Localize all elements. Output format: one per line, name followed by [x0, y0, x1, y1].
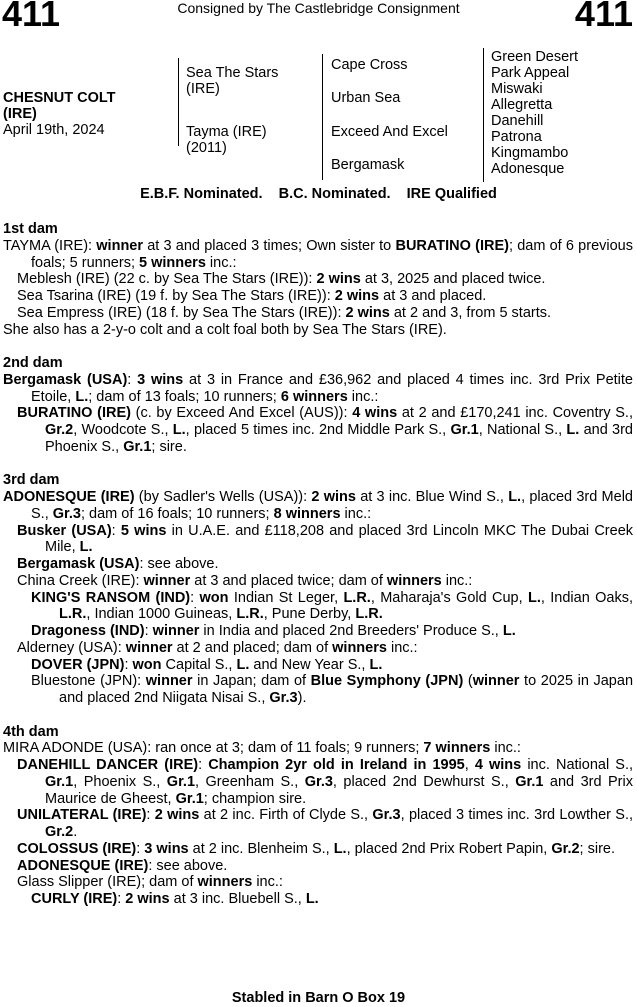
pedigree-dam	[186, 124, 267, 156]
pedigree-ddd: Adonesque	[491, 161, 565, 177]
dam-entry: TAYMA (IRE): winner at 3 and placed 3 times; Own sister to BURATINO (IRE); dam of 6 previous foals; 5 runners; 5 winners inc.:	[3, 237, 633, 271]
produce-entry: Sea Empress (IRE) (18 f. by Sea The Stars (IRE)): 2 wins at 2 and 3, from 5 starts.	[17, 304, 552, 321]
section-heading: 2nd dam	[3, 355, 63, 371]
horse-country: (IRE)	[3, 106, 37, 122]
produce-entry: China Creek (IRE): winner at 3 and placed twice; dam of winners inc.:	[17, 572, 473, 589]
ire-qualified: IRE Qualified	[406, 186, 497, 202]
produce-entry: Sea Tsarina (IRE) (19 f. by Sea The Stars (IRE)): 2 wins at 3 and placed.	[17, 288, 487, 304]
pedigree-divider	[483, 48, 484, 182]
produce-entry: Bluestone (JPN): winner in Japan; dam of Blue Symphony (JPN) (winner to 2025 in Japan and placed 2nd Niigata Nisai S., Gr.3).	[31, 673, 634, 706]
pedigree-gen3	[491, 49, 578, 177]
catalogue-body	[3, 221, 633, 908]
pedigree-dds: Kingmambo	[491, 145, 569, 161]
sire-country: (IRE)	[186, 81, 220, 97]
produce-entry: UNILATERAL (IRE): 2 wins at 2 inc. Firth of Clyde S., Gr.3, placed 3 times inc. 3rd Lowther S., Gr.2.	[17, 807, 634, 840]
produce-entry: Meblesh (IRE) (22 c. by Sea The Stars (IRE)): 2 wins at 3, 2025 and placed twice.	[17, 271, 546, 288]
sire-name: Sea The Stars	[186, 65, 279, 81]
produce-entry: KING'S RANSOM (IND): won Indian St Leger, L.R., Maharaja's Gold Cup, L., Indian Oaks, L.R., Indian 1000 Guineas, L.R., Pune Derby, L.R.	[31, 589, 633, 623]
pedigree-sds: Miswaki	[491, 81, 543, 97]
dam-entry: ADONESQUE (IRE) (by Sadler's Wells (USA)): 2 wins at 3 inc. Blue Wind S., L., placed 3rd Meld S., Gr.3; dam of 16 foals; 10 runners; 8 winners inc.:	[3, 489, 633, 522]
pedigree-dss: Danehill	[491, 113, 544, 129]
lot-number-left: 411	[2, 0, 61, 34]
horse-description	[3, 90, 116, 138]
dam-entry: MIRA ADONDE (USA): ran once at 3; dam of 11 foals; 9 runners; 7 winners inc.:	[3, 740, 521, 757]
lot-number-right: 411	[574, 0, 633, 34]
produce-entry: ADONESQUE (IRE): see above.	[17, 857, 228, 874]
pedigree-dsd: Patrona	[491, 129, 542, 145]
produce-entry: Dragoness (IND): winner in India and placed 2nd Breeders' Produce S., L.	[31, 623, 516, 639]
produce-entry: COLOSSUS (IRE): 3 wins at 2 inc. Blenheim S., L., placed 2nd Prix Robert Papin, Gr.2; sire.	[17, 840, 615, 857]
nominations	[0, 186, 637, 203]
dam-year: (2011)	[186, 140, 227, 156]
bc-nomination: B.C. Nominated.	[278, 186, 391, 202]
section-heading: 3rd dam	[3, 472, 60, 489]
produce-entry: Bergamask (USA): see above.	[17, 556, 219, 572]
ebf-nomination: E.B.F. Nominated.	[140, 186, 263, 202]
produce-entry: DANEHILL DANCER (IRE): Champion 2yr old in Ireland in 1995, 4 wins inc. National S., Gr.1, Phoenix S., Gr.1, Greenham S., Gr.3, placed 2nd Dewhurst S., Gr.1 and 3rd Prix Maurice de Gheest, Gr.1; champion sire.	[17, 757, 633, 807]
fourth-dam-section	[3, 724, 633, 908]
consignor: Consigned by The Castlebridge Consignment	[177, 0, 460, 16]
pedigree-sires-sire: Cape Cross	[331, 57, 408, 73]
pedigree-divider	[178, 58, 179, 146]
produce-entry: CURLY (IRE): 2 wins at 3 inc. Bluebell S., L.	[31, 891, 319, 907]
third-dam-section	[3, 472, 633, 707]
horse-name: CHESNUT COLT	[3, 90, 116, 106]
produce-entry: BURATINO (IRE) (c. by Exceed And Excel (AUS)): 4 wins at 2 and £170,241 inc. Coventry S., Gr.2, Woodcote S., L., placed 5 times inc. 2nd Middle Park S., Gr.1, National S., L. and 3rd Phoenix S., Gr.1; sire.	[17, 405, 633, 455]
second-dam-section	[3, 355, 633, 456]
produce-note: She also has a 2-y-o colt and a colt foal both by Sea The Stars (IRE).	[3, 321, 447, 338]
pedigree-sire	[186, 65, 278, 97]
dam-name: Tayma (IRE)	[186, 124, 267, 140]
foaling-date: April 19th, 2024	[3, 122, 105, 138]
section-heading: 1st dam	[3, 221, 58, 237]
produce-entry: Glass Slipper (IRE); dam of winners inc.:	[17, 874, 283, 891]
section-heading: 4th dam	[3, 723, 59, 740]
pedigree-ssd: Park Appeal	[491, 65, 570, 81]
pedigree-sires-dam: Urban Sea	[331, 90, 401, 106]
produce-entry: Alderney (USA): winner at 2 and placed; dam of winners inc.:	[17, 639, 418, 656]
dam-entry: Bergamask (USA): 3 wins at 3 in France and £36,962 and placed 4 times inc. 3rd Prix Petite Etoile, L.; dam of 13 foals; 10 runners; 6 winners inc.:	[3, 371, 633, 405]
pedigree-divider	[322, 54, 323, 180]
stabling-info: Stabled in Barn O Box 19	[231, 990, 406, 1006]
pedigree-dams-dam: Bergamask	[331, 157, 405, 173]
pedigree-sss: Green Desert	[491, 49, 579, 65]
pedigree-dams-sire: Exceed And Excel	[331, 124, 448, 140]
first-dam-section	[3, 221, 633, 338]
pedigree-sdd: Allegretta	[491, 97, 553, 113]
produce-entry: DOVER (JPN): won Capital S., L. and New Year S., L.	[31, 656, 383, 673]
produce-entry: Busker (USA): 5 wins in U.A.E. and £118,208 and placed 3rd Lincoln MKC The Dubai Creek Mile, L.	[17, 522, 634, 556]
